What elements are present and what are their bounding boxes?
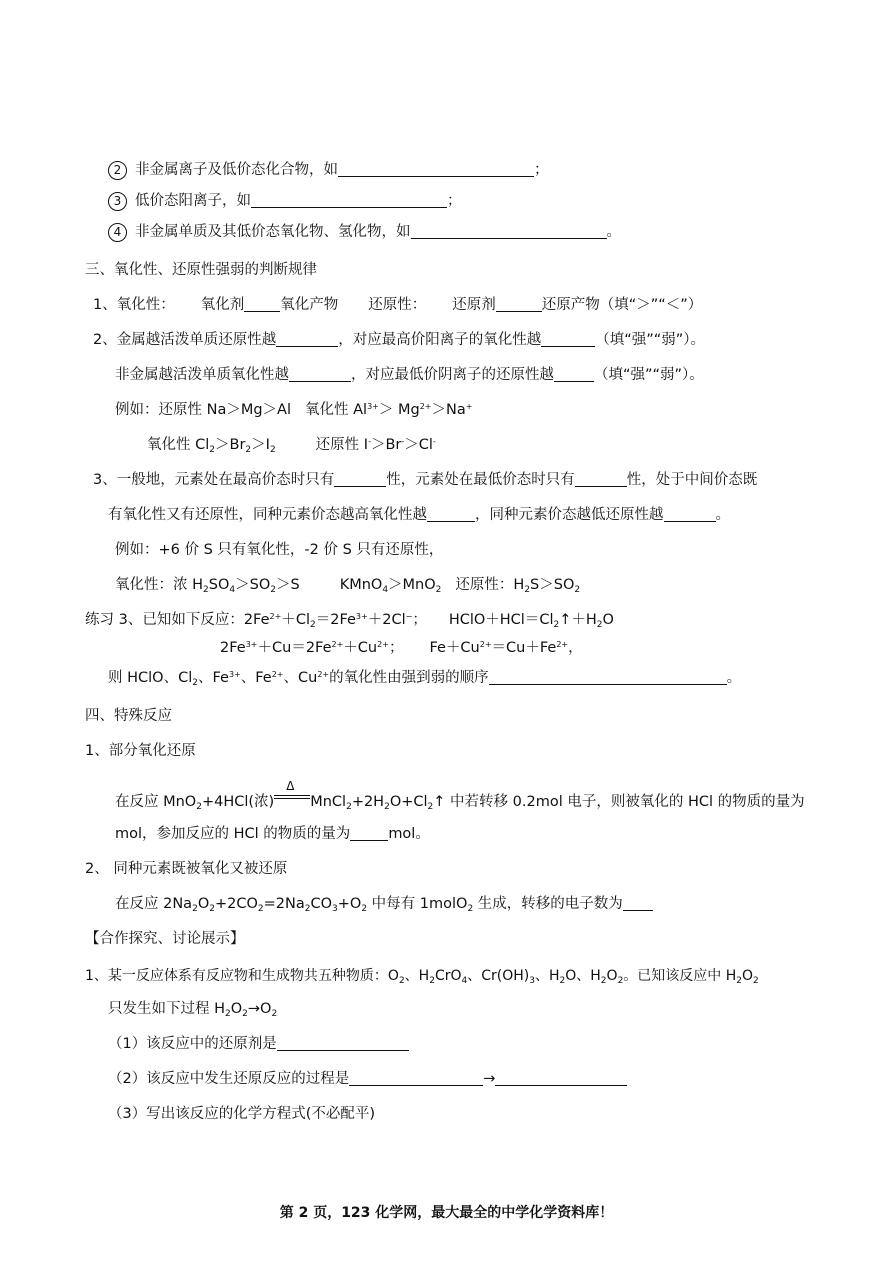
- text: 、H: [534, 968, 560, 984]
- text: ＞MnO: [388, 577, 436, 593]
- answer-blank[interactable]: [427, 506, 475, 522]
- text: O: [230, 1001, 243, 1017]
- sub: 2: [559, 976, 566, 986]
- item-4: [108, 222, 621, 242]
- text: 在反应 MnO: [115, 794, 197, 810]
- answer-blank[interactable]: [489, 669, 727, 685]
- text: O: [602, 612, 614, 628]
- sub: 2: [600, 976, 607, 986]
- item-text: 非金属离子及低价态化合物，如: [135, 162, 338, 178]
- sup: −: [405, 612, 413, 621]
- answer-blank[interactable]: [541, 331, 595, 347]
- sup: 2+: [419, 402, 432, 411]
- text: ＋Cu: [343, 640, 378, 656]
- text: +2CO: [214, 896, 258, 912]
- text: 1、某一反应体系有反应物和生成物共五种物质：O: [85, 968, 399, 984]
- text: ，: [568, 640, 583, 656]
- coop-line-2: [108, 999, 277, 1019]
- rule-2: [93, 330, 705, 350]
- text: 。: [715, 507, 730, 523]
- text: ↑ 中若转移 0.2mol 电子，则被氧化的 HCl 的物质的量为: [433, 794, 805, 810]
- punct: 。: [606, 224, 621, 240]
- practice-3-line1: [85, 610, 614, 630]
- text: 2、金属越活泼单质还原性越: [93, 332, 277, 348]
- text: 中每有 1molO: [367, 896, 468, 912]
- sub: 2: [269, 445, 276, 455]
- answer-blank[interactable]: [289, 366, 351, 382]
- subheading-2: 2、 同种元素既被氧化又被还原: [85, 861, 288, 877]
- text: 例如：还原性 Na＞Mg＞Al: [115, 402, 292, 418]
- text: 还原性：H: [455, 577, 525, 593]
- text: 还原产物（填“＞”“＜”）: [541, 297, 703, 313]
- sub: 2: [361, 904, 368, 914]
- text: ＞I: [251, 437, 270, 453]
- sup: 3+: [245, 640, 258, 649]
- sub: 3: [332, 904, 338, 914]
- sup: 2+: [317, 670, 330, 679]
- answer-blank[interactable]: [338, 161, 534, 177]
- text: 性，处于中间价态既: [626, 472, 758, 488]
- answer-blank[interactable]: [623, 895, 653, 911]
- item-text: 非金属单质及其低价态氧化物、氢化物，如: [135, 224, 411, 240]
- subheading-1: 1、部分氧化还原: [85, 743, 196, 759]
- text: ＋2Cl: [367, 612, 406, 628]
- sup: -: [401, 437, 405, 446]
- circled-number: 2: [108, 161, 127, 180]
- text: 在反应 2Na: [115, 896, 193, 912]
- sup: 2+: [269, 612, 282, 621]
- question-1b: [115, 824, 430, 844]
- text: （1）该反应中的还原剂是: [108, 1036, 277, 1052]
- sub: 2: [257, 904, 264, 914]
- heating-equals-sign: [274, 779, 310, 808]
- sub: 2: [524, 585, 531, 595]
- text: （2）该反应中发生还原反应的过程是: [108, 1071, 350, 1087]
- answer-blank[interactable]: [276, 331, 338, 347]
- sub: 2: [309, 620, 316, 630]
- sup: 3+: [355, 612, 368, 621]
- text: 氧化性 Cl: [147, 437, 210, 453]
- example-2: [147, 435, 436, 455]
- text: MnCl: [310, 794, 347, 810]
- circled-number: 4: [108, 223, 127, 242]
- circled-number: 3: [108, 192, 127, 211]
- answer-blank[interactable]: [411, 223, 607, 239]
- question-2: [115, 894, 653, 914]
- sub: 2: [553, 620, 560, 630]
- text: ，同种元素价态越低还原性越: [475, 507, 664, 523]
- text: ，对应最低价阴离子的还原性越: [351, 367, 554, 383]
- sub: 2: [192, 678, 198, 688]
- text: ＞Br: [215, 437, 246, 453]
- rule-3b: [108, 505, 730, 525]
- question-1a: [115, 779, 805, 812]
- text: ＝2Fe: [315, 612, 356, 628]
- sup: 2+: [377, 640, 389, 649]
- text: mol，参加反应的 HCl 的物质的量为: [115, 826, 351, 842]
- coop-question-1: [108, 1034, 409, 1054]
- text: 只发生如下过程 H: [108, 1001, 226, 1017]
- sub: 2: [242, 1009, 248, 1019]
- text: ＞Na: [431, 402, 466, 418]
- sup: 3+: [228, 670, 241, 679]
- sup: 2+: [331, 640, 344, 649]
- sub: 3: [529, 976, 535, 986]
- answer-blank[interactable]: [251, 192, 447, 208]
- punct: ；: [534, 162, 549, 178]
- text: ＝Cu＋Fe: [491, 640, 557, 656]
- text: SO: [208, 577, 230, 593]
- rule-2b: [115, 365, 704, 385]
- text: ＞SO: [235, 577, 271, 593]
- sub: 2: [617, 976, 624, 986]
- text: O: [197, 896, 210, 912]
- answer-blank[interactable]: [244, 296, 280, 312]
- text: ↑＋H: [559, 612, 597, 628]
- sub: 2: [192, 904, 198, 914]
- delta-icon: Δ: [286, 779, 295, 793]
- arrow-text: →: [483, 1071, 496, 1087]
- section-4-heading: 四、特殊反应: [85, 708, 172, 724]
- answer-blank[interactable]: [554, 366, 594, 382]
- item-text: 低价态阳离子，如: [135, 193, 251, 209]
- text: mol。: [388, 826, 430, 842]
- text: ＞Br: [370, 437, 402, 453]
- coop-line-1: [85, 966, 759, 986]
- text: 氧化性：浓 H: [115, 577, 204, 593]
- text: HClO＋HCl＝Cl: [448, 612, 554, 628]
- sub: 4: [229, 585, 236, 595]
- text: O: [742, 968, 754, 984]
- text: 、Cu: [283, 670, 318, 686]
- sub: 2: [753, 976, 759, 986]
- text: 、Cr(OH): [467, 968, 530, 984]
- text: 生成，转移的电子数为: [473, 896, 623, 912]
- text: 有氧化性又有还原性，同种元素价态越高氧化性越: [108, 507, 427, 523]
- text: +4HCl(浓): [201, 794, 275, 810]
- text: 。已知该反应中 H: [623, 968, 737, 984]
- page-footer: 第 2 页，123 化学网，最大最全的中学化学资料库！: [279, 1205, 614, 1221]
- sub: 2: [304, 904, 311, 914]
- text: +2H: [351, 794, 385, 810]
- text: 、Fe: [197, 670, 229, 686]
- sub: 2: [736, 976, 743, 986]
- sub: 2: [398, 976, 405, 986]
- text: 氧化剂: [200, 297, 245, 313]
- sup: 2+: [479, 640, 492, 649]
- sub: 2: [196, 802, 202, 812]
- text: ，对应最高价阳离子的氧化性越: [338, 332, 542, 348]
- section-3-heading: 三、氧化性、还原性强弱的判断规律: [85, 262, 317, 278]
- sub: 2: [245, 445, 252, 455]
- text: ＞Cl: [404, 437, 433, 453]
- item-2: [108, 160, 549, 180]
- text: 。: [726, 670, 742, 686]
- item-3: [108, 191, 462, 211]
- rule-3a: [93, 470, 757, 490]
- text: ＞S: [275, 577, 300, 593]
- text: 氧化性 Al: [305, 402, 368, 418]
- sup: -: [368, 437, 371, 446]
- text: CO: [310, 896, 333, 912]
- answer-blank[interactable]: [575, 471, 627, 487]
- answer-blank[interactable]: [350, 825, 388, 841]
- sub: 2: [427, 802, 434, 812]
- sub: 2: [209, 904, 215, 914]
- text: →O: [247, 1001, 272, 1017]
- sub: 4: [461, 976, 468, 986]
- text: Fe＋Cu: [429, 640, 480, 656]
- text: 还原性 I: [315, 437, 369, 453]
- text: 2Fe: [220, 640, 246, 656]
- answer-blank[interactable]: [495, 1070, 627, 1086]
- sub: 2: [435, 585, 442, 595]
- text: 的氧化性由强到弱的顺序: [329, 670, 489, 686]
- sup: 2+: [556, 640, 569, 649]
- sub: 4: [382, 585, 389, 595]
- sub: 2: [574, 585, 581, 595]
- text: ＋Cl: [281, 612, 310, 628]
- example-4: [115, 575, 580, 595]
- text: （填“强”“弱”）。: [595, 332, 706, 348]
- rule-1: [93, 295, 702, 315]
- text: 则 HClO、Cl: [108, 670, 193, 686]
- sub: 2: [596, 620, 603, 630]
- answer-blank[interactable]: [664, 506, 716, 522]
- text: ＞ Mg: [378, 402, 420, 418]
- text: ；: [412, 612, 427, 628]
- text: CrO: [434, 968, 462, 984]
- text: 3、一般地，元素处在最高价态时只有: [93, 472, 335, 488]
- sub: 2: [209, 445, 215, 455]
- coop-heading: 【合作探究、讨论展示】: [85, 931, 245, 947]
- coop-question-3: （3）写出该反应的化学方程式(不必配平): [108, 1106, 376, 1122]
- sub: 2: [270, 585, 276, 595]
- sup: 3+: [367, 402, 379, 411]
- text: 氧化产物: [280, 297, 339, 313]
- sub: 2: [467, 904, 474, 914]
- text: 、H: [404, 968, 430, 984]
- practice-3-line2: [220, 638, 583, 658]
- sub: 2: [346, 802, 352, 812]
- answer-blank[interactable]: [349, 1070, 483, 1086]
- answer-blank[interactable]: [277, 1035, 409, 1051]
- text: =2Na: [263, 896, 305, 912]
- sub: 2: [203, 585, 209, 595]
- answer-blank[interactable]: [496, 296, 542, 312]
- text: 练习 3、已知如下反应：2Fe: [85, 612, 270, 628]
- coop-question-2: [108, 1069, 627, 1089]
- text: O: [606, 968, 618, 984]
- text: 性，元素处在最低价态时只有: [386, 472, 575, 488]
- sup: +: [465, 402, 473, 411]
- sup: 2+: [271, 670, 284, 679]
- text: O、H: [565, 968, 601, 984]
- text: S＞SO: [530, 577, 575, 593]
- sub: 2: [429, 976, 435, 986]
- text: ＋Cu＝2Fe: [257, 640, 332, 656]
- text: （填“强”“弱”）。: [594, 367, 704, 383]
- text: 、Fe: [240, 670, 272, 686]
- text: KMnO: [339, 577, 383, 593]
- sub: 2: [225, 1009, 231, 1019]
- text: 1、氧化性：: [93, 297, 175, 313]
- text: 还原剂: [452, 297, 496, 313]
- punct: ；: [447, 193, 462, 209]
- example-3: 例如：+6 价 S 只有氧化性，-2 价 S 只有还原性，: [115, 542, 444, 558]
- text: 非金属越活泼单质氧化性越: [115, 367, 289, 383]
- text: 还原性：: [368, 297, 427, 313]
- text: +O: [337, 896, 362, 912]
- text: ；: [388, 640, 404, 656]
- example-1: [115, 400, 472, 420]
- sub: 2: [271, 1009, 278, 1019]
- sup: -: [432, 437, 436, 446]
- text: O+Cl: [389, 794, 428, 810]
- sub: 2: [384, 802, 390, 812]
- answer-blank[interactable]: [334, 471, 386, 487]
- practice-3-line3: [108, 668, 741, 688]
